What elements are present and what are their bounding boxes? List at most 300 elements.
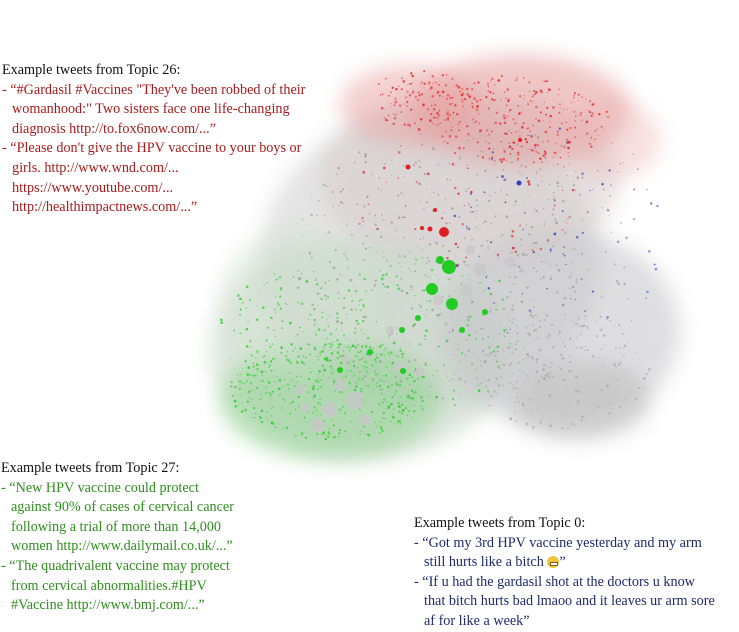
scatter-point: [511, 351, 513, 353]
scatter-point: [375, 374, 377, 376]
scatter-point: [398, 411, 401, 414]
topic-bubble: [400, 368, 406, 374]
scatter-point: [478, 122, 480, 124]
scatter-point: [572, 320, 573, 321]
scatter-point: [571, 370, 572, 371]
scatter-point: [473, 121, 475, 123]
scatter-point: [420, 200, 421, 201]
scatter-point: [260, 398, 262, 400]
topic-bubble: [426, 283, 438, 295]
scatter-point: [315, 323, 316, 324]
scatter-point: [487, 83, 490, 86]
scatter-point: [522, 293, 524, 295]
scatter-point: [454, 275, 455, 276]
topic-bubble: [446, 298, 458, 310]
scatter-point: [317, 359, 319, 361]
scatter-point: [397, 177, 399, 179]
scatter-point: [337, 346, 339, 348]
scatter-point: [606, 111, 608, 113]
scatter-point: [500, 214, 501, 215]
scatter-point: [605, 251, 607, 253]
tweet-line-closing-quote: ”: [559, 554, 566, 571]
scatter-point: [411, 376, 413, 378]
scatter-point: [554, 205, 556, 207]
scatter-point: [634, 352, 635, 353]
scatter-point: [270, 370, 272, 372]
scatter-point: [337, 292, 340, 295]
scatter-point: [325, 435, 326, 436]
scatter-point: [616, 280, 617, 281]
scatter-point: [398, 216, 401, 219]
scatter-point: [558, 89, 559, 90]
scatter-point: [363, 221, 364, 222]
scatter-point: [237, 294, 240, 297]
scatter-point: [487, 379, 489, 381]
scatter-point: [511, 132, 513, 134]
scatter-point: [493, 302, 495, 304]
scatter-point: [274, 273, 275, 274]
scatter-point: [514, 343, 515, 344]
scatter-point: [527, 333, 528, 334]
scatter-point: [326, 319, 327, 320]
scatter-point: [325, 282, 327, 284]
tweet-line: women http://www.dailymail.co.uk/...”: [11, 538, 233, 555]
scatter-point: [506, 357, 507, 358]
scatter-point: [328, 428, 329, 429]
scatter-point: [390, 91, 392, 93]
scatter-point: [425, 316, 427, 318]
topic-bubble: [433, 208, 437, 212]
scatter-point: [297, 286, 299, 288]
scatter-point: [646, 291, 649, 294]
scatter-point: [501, 75, 503, 77]
scatter-point: [406, 105, 408, 107]
scatter-point: [561, 427, 563, 429]
scatter-point: [610, 231, 612, 233]
scatter-point: [325, 438, 327, 440]
scatter-point: [532, 125, 533, 126]
scatter-point: [506, 328, 507, 329]
scatter-point: [264, 355, 266, 357]
scatter-point: [517, 332, 519, 334]
scatter-point: [417, 378, 419, 380]
scatter-point: [388, 120, 389, 121]
scatter-point: [539, 320, 541, 322]
scatter-point: [396, 275, 398, 277]
scatter-point: [326, 357, 328, 359]
scatter-point: [345, 249, 346, 250]
scatter-point: [438, 346, 440, 348]
scatter-point: [432, 375, 434, 377]
scatter-point: [495, 348, 496, 349]
scatter-point: [520, 164, 522, 166]
scatter-point: [436, 82, 437, 83]
scatter-point: [367, 337, 369, 339]
scatter-point: [398, 255, 401, 258]
scatter-point: [270, 360, 272, 362]
scatter-point: [536, 271, 538, 273]
scatter-point: [443, 96, 444, 97]
scatter-point: [599, 317, 601, 319]
scatter-point: [563, 145, 566, 148]
scatter-point: [385, 347, 387, 349]
scatter-point: [248, 391, 250, 393]
scatter-point: [361, 431, 362, 432]
scatter-point: [619, 406, 621, 408]
scatter-point: [556, 181, 559, 184]
scatter-point: [343, 307, 345, 309]
scatter-point: [445, 222, 447, 224]
scatter-point: [341, 391, 343, 393]
scatter-point: [253, 407, 255, 409]
topic-0-panel: [414, 514, 739, 632]
scatter-point: [498, 384, 501, 387]
scatter-point: [586, 132, 588, 134]
scatter-point: [365, 291, 366, 292]
scatter-point: [337, 351, 340, 354]
scatter-point: [618, 324, 620, 326]
scatter-point: [372, 378, 375, 381]
scatter-point: [376, 321, 378, 323]
scatter-point: [381, 393, 383, 395]
scatter-point: [240, 309, 242, 311]
scatter-point: [388, 352, 390, 354]
scatter-point: [358, 151, 360, 153]
scatter-point: [325, 298, 327, 300]
scatter-point: [501, 99, 502, 100]
scatter-point: [281, 327, 283, 329]
scatter-point: [273, 358, 275, 360]
scatter-point: [582, 232, 584, 234]
scatter-point: [381, 189, 382, 190]
scatter-point: [333, 424, 335, 426]
scatter-point: [333, 436, 336, 439]
scatter-point: [638, 387, 640, 389]
scatter-point: [312, 412, 315, 415]
scatter-point: [319, 398, 321, 400]
scatter-point: [243, 383, 244, 384]
scatter-point: [404, 124, 406, 126]
scatter-point: [293, 385, 295, 387]
tweet-line: - “Got my 3rd HPV vaccine yesterday and my arm: [414, 534, 702, 551]
scatter-point: [564, 409, 566, 411]
topic-bubble: [337, 367, 343, 373]
scatter-point: [273, 329, 275, 331]
scatter-point: [230, 381, 232, 383]
scatter-point: [289, 372, 290, 373]
scatter-point: [503, 114, 506, 117]
scatter-point: [411, 307, 414, 310]
scatter-point: [354, 365, 355, 366]
scatter-point: [315, 334, 317, 336]
scatter-point: [362, 171, 365, 174]
scatter-point: [451, 146, 453, 148]
scatter-point: [546, 366, 547, 367]
scatter-point: [367, 385, 370, 388]
scatter-point: [330, 419, 332, 421]
scatter-point: [435, 242, 438, 245]
scatter-point: [527, 103, 529, 105]
scatter-point: [310, 354, 311, 355]
scatter-point: [498, 367, 500, 369]
scatter-point: [458, 394, 460, 396]
scatter-point: [356, 204, 357, 205]
scatter-point: [308, 391, 310, 393]
scatter-point: [491, 223, 492, 224]
scatter-point: [476, 105, 479, 108]
scatter-point: [467, 203, 470, 206]
scatter-point: [436, 117, 438, 119]
scatter-point: [393, 342, 396, 345]
scatter-point: [423, 237, 425, 239]
scatter-point: [313, 271, 315, 273]
scatter-point: [286, 427, 289, 430]
scatter-point: [485, 141, 486, 142]
scatter-point: [250, 382, 252, 384]
scatter-point: [442, 397, 444, 399]
scatter-point: [452, 127, 453, 128]
scatter-point: [399, 104, 402, 107]
scatter-point: [535, 91, 538, 94]
scatter-point: [608, 412, 610, 414]
scatter-point: [409, 94, 412, 97]
scatter-point: [362, 320, 364, 322]
scatter-point: [528, 378, 530, 380]
scatter-point: [363, 205, 365, 207]
scatter-point: [624, 345, 626, 347]
scatter-point: [458, 124, 459, 125]
scatter-point: [590, 145, 592, 147]
scatter-point: [329, 315, 331, 317]
scatter-point: [362, 357, 364, 359]
scatter-point: [342, 406, 344, 408]
scatter-point: [268, 381, 271, 384]
scatter-point: [620, 352, 621, 353]
scatter-point: [262, 356, 264, 358]
scatter-point: [446, 98, 448, 100]
topic-27-panel: [1, 459, 301, 616]
scatter-point: [452, 398, 454, 400]
scatter-point: [383, 219, 384, 220]
scatter-point: [295, 408, 297, 410]
scatter-point: [449, 103, 451, 105]
scatter-point: [560, 354, 562, 356]
scatter-point: [488, 133, 490, 135]
scatter-point: [550, 428, 551, 429]
scatter-point: [570, 267, 571, 268]
scatter-point: [439, 318, 440, 319]
scatter-point: [489, 311, 491, 313]
scatter-point: [633, 188, 635, 190]
tweet-line: following a trial of more than 14,000: [11, 518, 222, 535]
scatter-point: [575, 281, 577, 283]
scatter-point: [315, 277, 316, 278]
scatter-point: [429, 243, 432, 246]
scatter-point: [580, 112, 582, 114]
scatter-point: [355, 290, 357, 292]
scatter-point: [343, 344, 344, 345]
scatter-point: [600, 389, 602, 391]
scatter-point: [281, 407, 283, 409]
scatter-point: [448, 278, 450, 280]
scatter-point: [350, 421, 351, 422]
scatter-point: [371, 364, 373, 366]
scatter-point: [525, 166, 526, 167]
scatter-point: [483, 353, 484, 354]
scatter-point: [328, 377, 330, 379]
scatter-point: [496, 377, 499, 380]
scatter-point: [553, 196, 554, 197]
scatter-point: [506, 117, 508, 119]
scatter-point: [380, 388, 382, 390]
scatter-point: [533, 330, 535, 332]
scatter-point: [444, 321, 445, 322]
scatter-point: [253, 366, 255, 368]
scatter-point: [473, 354, 474, 355]
scatter-point: [272, 318, 274, 320]
scatter-point: [550, 366, 552, 368]
scatter-point: [284, 302, 286, 304]
scatter-point: [533, 90, 535, 92]
scatter-point: [478, 256, 480, 258]
scatter-point: [391, 384, 393, 386]
scatter-point: [447, 179, 449, 181]
scatter-point: [388, 95, 390, 97]
scatter-point: [544, 80, 546, 82]
scatter-point: [341, 419, 342, 420]
scatter-point: [268, 366, 270, 368]
scatter-point: [589, 235, 590, 236]
tweet-line: girls. http://www.wnd.com/...: [12, 159, 179, 176]
scatter-point: [351, 190, 352, 191]
scatter-point: [480, 382, 482, 384]
scatter-point: [360, 309, 362, 311]
scatter-point: [556, 291, 558, 293]
scatter-point: [574, 120, 576, 122]
scatter-point: [647, 189, 648, 190]
scatter-point: [402, 356, 404, 358]
scatter-point: [541, 375, 543, 377]
scatter-point: [381, 214, 382, 215]
scatter-point: [572, 189, 574, 191]
scatter-point: [312, 388, 315, 391]
scatter-point: [248, 367, 250, 369]
scatter-point: [504, 151, 506, 153]
scatter-point: [575, 171, 576, 172]
scatter-point: [557, 185, 559, 187]
scatter-point: [434, 82, 435, 83]
scatter-point: [511, 148, 513, 150]
scatter-point: [339, 355, 342, 358]
scatter-point: [348, 348, 349, 349]
scatter-point: [250, 346, 251, 347]
scatter-point: [516, 387, 518, 389]
scatter-point: [523, 346, 525, 348]
scatter-point: [471, 362, 474, 365]
scatter-point: [361, 329, 363, 331]
scatter-point: [575, 115, 577, 117]
scatter-point: [558, 269, 561, 272]
scatter-point: [489, 91, 491, 93]
scatter-point: [585, 99, 586, 100]
scatter-point: [431, 95, 433, 97]
scatter-point: [535, 106, 538, 109]
scatter-point: [631, 320, 632, 321]
scatter-point: [597, 406, 599, 408]
scatter-point: [280, 346, 283, 349]
scatter-point: [453, 118, 454, 119]
scatter-point: [507, 346, 510, 349]
scatter-point: [454, 374, 456, 376]
scatter-point: [558, 94, 560, 96]
scatter-point: [515, 200, 517, 202]
scatter-point: [570, 102, 571, 103]
scatter-point: [420, 397, 421, 398]
tweet-line: - “Please don't give the HPV vaccine to your boys or: [2, 140, 302, 157]
scatter-point: [374, 421, 376, 423]
scatter-point: [396, 100, 398, 102]
scatter-point: [507, 148, 509, 150]
scatter-point: [286, 383, 289, 386]
scatter-point: [398, 151, 401, 154]
scatter-point: [546, 129, 547, 130]
tweet-line: from cervical abnormalities.#HPV: [11, 577, 207, 594]
scatter-point: [394, 376, 397, 379]
scatter-point: [378, 83, 380, 85]
scatter-point: [268, 362, 269, 363]
scatter-point: [612, 143, 613, 144]
scatter-point: [617, 241, 620, 244]
scatter-point: [403, 184, 404, 185]
scatter-point: [574, 92, 576, 94]
scatter-point: [606, 319, 608, 321]
scatter-point: [558, 366, 560, 368]
scatter-point: [540, 248, 542, 250]
scatter-point: [374, 285, 376, 287]
scatter-point: [555, 344, 556, 345]
scatter-point: [527, 180, 530, 183]
scatter-point: [409, 251, 411, 253]
scatter-point: [399, 349, 401, 351]
scatter-point: [497, 351, 499, 353]
scatter-point: [323, 375, 325, 377]
scatter-point: [347, 314, 348, 315]
scatter-point: [559, 103, 561, 105]
scatter-point: [548, 143, 549, 144]
scatter-point: [536, 144, 539, 147]
scatter-point: [336, 357, 338, 359]
scatter-point: [426, 189, 427, 190]
scatter-point: [592, 389, 593, 390]
scatter-point: [619, 346, 620, 347]
scatter-point: [546, 80, 548, 82]
scatter-point: [450, 180, 451, 181]
scatter-point: [517, 154, 519, 156]
scatter-point: [581, 284, 582, 285]
scatter-point: [256, 363, 259, 366]
scatter-point: [620, 361, 622, 363]
scatter-point: [609, 215, 610, 216]
scatter-point: [494, 355, 496, 357]
scatter-point: [627, 298, 628, 299]
scatter-point: [375, 361, 377, 363]
scatter-point: [298, 407, 300, 409]
scatter-point: [528, 196, 529, 197]
scatter-point: [265, 387, 267, 389]
scatter-point: [566, 142, 568, 144]
scatter-point: [383, 251, 385, 253]
scatter-point: [536, 362, 538, 364]
